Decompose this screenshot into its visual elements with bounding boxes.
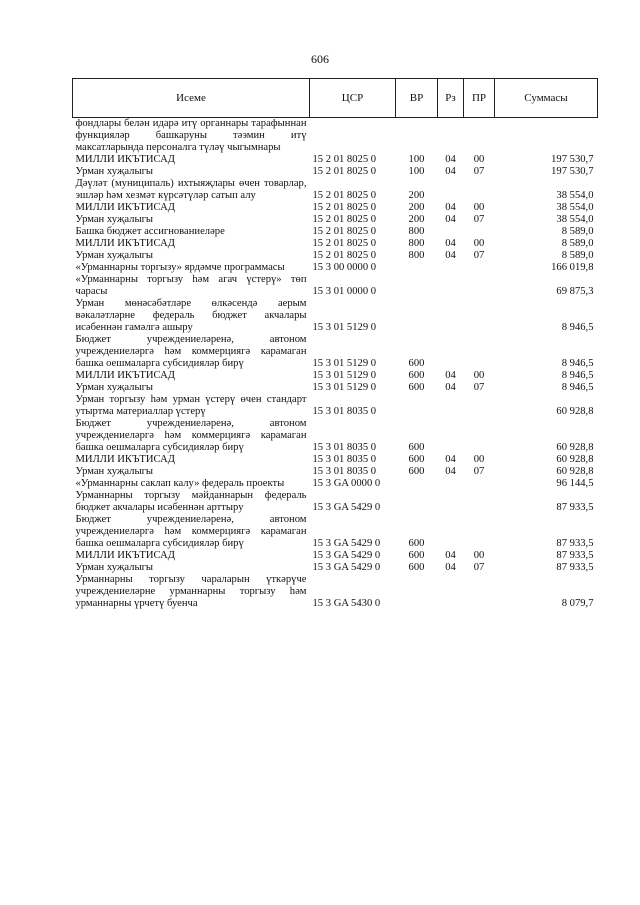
table-row bbox=[73, 382, 598, 394]
row-vr: 200 bbox=[408, 214, 425, 225]
row-rz: 04 bbox=[445, 370, 456, 381]
row-name: «Урманнарны саклап калу» федераль проекты bbox=[75, 478, 285, 489]
row-csr: 15 2 01 8025 0 bbox=[312, 202, 377, 213]
row-csr: 15 3 GA 0000 0 bbox=[312, 478, 381, 489]
row-sum: 60 928,8 bbox=[556, 442, 594, 453]
row-name: Урман хуҗалыгы bbox=[75, 250, 154, 261]
row-sum: 69 875,3 bbox=[556, 286, 594, 297]
row-rz: 04 bbox=[445, 382, 456, 393]
row-sum: 96 144,5 bbox=[556, 478, 594, 489]
row-vr: 200 bbox=[408, 202, 425, 213]
row-vr bbox=[396, 478, 438, 490]
table-row bbox=[73, 490, 598, 514]
row-sum: 8 946,5 bbox=[561, 370, 594, 381]
row-name: Урман хуҗалыгы bbox=[75, 166, 154, 177]
row-vr: 800 bbox=[408, 238, 425, 249]
row-csr: 15 2 01 8025 0 bbox=[312, 190, 377, 201]
row-name: «Урманнарны торгызу һәм агач үстерү» төп чарасы bbox=[75, 274, 307, 297]
row-vr: 200 bbox=[408, 190, 425, 201]
row-name: Бюджет учреждениеләренә, автоном учреждениеләргә һәм коммерциягә карамаган башка оешмаларга субсидияләр бирү bbox=[75, 418, 307, 453]
row-sum: 8 946,5 bbox=[561, 358, 594, 369]
row-sum: 38 554,0 bbox=[556, 214, 594, 225]
row-csr: 15 2 01 8025 0 bbox=[312, 238, 377, 249]
row-vr bbox=[396, 490, 438, 514]
table-row bbox=[73, 202, 598, 214]
table-header bbox=[73, 79, 598, 118]
table-row bbox=[73, 574, 598, 610]
row-sum: 87 933,5 bbox=[556, 562, 594, 573]
row-name: МИЛЛИ ИКЪТИСАД bbox=[75, 202, 175, 213]
row-sum: 60 928,8 bbox=[556, 466, 594, 477]
row-name: фондлары белән идарә итү органнары тарафыннан функцияләр башкаруны тәэмин итү максатларында персоналга түләү чыгымнары bbox=[75, 118, 307, 153]
table-row bbox=[73, 394, 598, 418]
row-sum: 8 589,0 bbox=[561, 226, 594, 237]
row-sum: 8 589,0 bbox=[561, 250, 594, 261]
row-pr: 00 bbox=[473, 202, 485, 213]
row-sum: 197 530,7 bbox=[551, 154, 594, 165]
row-pr bbox=[464, 334, 495, 370]
row-vr: 100 bbox=[408, 154, 425, 165]
row-rz bbox=[438, 574, 464, 610]
row-csr: 15 2 01 8025 0 bbox=[312, 250, 377, 261]
row-name: Урман мөнәсәбәтләре өлкәсендә аерым вәкаләтләрне федераль бюджет акчалары исәбеннән гамәлгә ашыру bbox=[75, 298, 307, 333]
row-csr: 15 2 01 8025 0 bbox=[312, 226, 377, 237]
row-rz: 04 bbox=[445, 466, 456, 477]
row-csr bbox=[310, 118, 396, 155]
table-row bbox=[73, 454, 598, 466]
row-pr bbox=[464, 394, 495, 418]
row-name: Урман хуҗалыгы bbox=[75, 382, 154, 393]
table-row bbox=[73, 214, 598, 226]
row-vr: 600 bbox=[408, 562, 425, 573]
row-csr: 15 3 01 5129 0 bbox=[312, 370, 377, 381]
row-pr bbox=[464, 574, 495, 610]
row-rz bbox=[438, 478, 464, 490]
row-rz bbox=[438, 418, 464, 454]
row-name: Урман хуҗалыгы bbox=[75, 562, 154, 573]
table-row bbox=[73, 562, 598, 574]
row-name: Башка бюджет ассигнованиеләре bbox=[75, 226, 225, 237]
row-name: Бюджет учреждениеләренә, автоном учреждениеләргә һәм коммерциягә карамаган башка оешмаларга субсидияләр бирү bbox=[75, 514, 307, 549]
row-csr: 15 3 GA 5429 0 bbox=[312, 502, 381, 513]
row-sum bbox=[495, 118, 598, 155]
row-name: Урман хуҗалыгы bbox=[75, 214, 154, 225]
row-name: Урманнарны торгызу чараларын үткәрүче учреждениеләрне урманнарны торгызу һәм урманнарны үрчетү буенча bbox=[75, 574, 307, 609]
row-rz: 04 bbox=[445, 166, 456, 177]
row-pr bbox=[464, 490, 495, 514]
row-vr: 600 bbox=[408, 382, 425, 393]
table-row bbox=[73, 226, 598, 238]
row-rz bbox=[438, 262, 464, 274]
row-sum: 87 933,5 bbox=[556, 538, 594, 549]
row-vr bbox=[396, 574, 438, 610]
row-rz: 04 bbox=[445, 550, 456, 561]
row-pr: 07 bbox=[473, 250, 485, 261]
row-name: Дәүләт (муниципаль) ихтыяҗлары өчен товарлар, эшләр һәм хезмәт күрсәтүләр сатып алу bbox=[75, 178, 307, 201]
row-csr: 15 3 01 0000 0 bbox=[312, 286, 377, 297]
table-row bbox=[73, 250, 598, 262]
header-sum: Суммасы bbox=[495, 79, 598, 118]
row-pr: 00 bbox=[473, 454, 485, 465]
row-pr bbox=[464, 514, 495, 550]
row-rz: 04 bbox=[445, 214, 456, 225]
row-sum: 87 933,5 bbox=[556, 550, 594, 561]
row-pr: 00 bbox=[473, 370, 485, 381]
row-csr: 15 3 GA 5429 0 bbox=[312, 538, 381, 549]
row-name: МИЛЛИ ИКЪТИСАД bbox=[75, 550, 175, 561]
row-csr: 15 3 01 8035 0 bbox=[312, 466, 377, 477]
table-row bbox=[73, 166, 598, 178]
row-pr: 07 bbox=[473, 466, 485, 477]
row-vr: 800 bbox=[408, 226, 425, 237]
row-name: Урман торгызу һәм урман үстерү өчен стандарт утыртма материаллар үстерү bbox=[75, 394, 307, 417]
row-pr bbox=[464, 226, 495, 238]
row-sum: 60 928,8 bbox=[556, 454, 594, 465]
row-vr: 600 bbox=[408, 370, 425, 381]
row-name: Урман хуҗалыгы bbox=[75, 466, 154, 477]
row-rz bbox=[438, 490, 464, 514]
budget-table bbox=[72, 78, 598, 610]
row-vr: 600 bbox=[408, 358, 425, 369]
row-vr bbox=[396, 298, 438, 334]
table-row bbox=[73, 178, 598, 202]
table-row bbox=[73, 154, 598, 166]
table-body bbox=[73, 118, 598, 611]
row-pr: 00 bbox=[473, 154, 485, 165]
row-sum: 166 019,8 bbox=[551, 262, 594, 273]
row-pr bbox=[464, 262, 495, 274]
row-vr: 600 bbox=[408, 538, 425, 549]
row-csr: 15 3 01 8035 0 bbox=[312, 454, 377, 465]
row-vr: 600 bbox=[408, 454, 425, 465]
row-name: Бюджет учреждениеләренә, автоном учреждениеләргә һәм коммерциягә карамаган башка оешмаларга субсидияләр бирү bbox=[75, 334, 307, 369]
row-pr: 07 bbox=[473, 382, 485, 393]
row-sum: 8 079,7 bbox=[561, 598, 594, 609]
table-row bbox=[73, 238, 598, 250]
row-pr bbox=[464, 298, 495, 334]
table-row bbox=[73, 418, 598, 454]
table-row bbox=[73, 514, 598, 550]
row-vr: 600 bbox=[408, 550, 425, 561]
header-rz: Рз bbox=[438, 79, 464, 118]
row-pr bbox=[464, 178, 495, 202]
row-rz bbox=[438, 274, 464, 298]
row-vr bbox=[396, 394, 438, 418]
table-row bbox=[73, 370, 598, 382]
row-vr bbox=[396, 274, 438, 298]
row-rz: 04 bbox=[445, 562, 456, 573]
row-pr bbox=[464, 478, 495, 490]
row-csr: 15 3 01 8035 0 bbox=[312, 442, 377, 453]
row-rz bbox=[438, 118, 464, 155]
row-name: МИЛЛИ ИКЪТИСАД bbox=[75, 238, 175, 249]
table-row bbox=[73, 466, 598, 478]
row-sum: 8 946,5 bbox=[561, 382, 594, 393]
table-row bbox=[73, 274, 598, 298]
row-sum: 60 928,8 bbox=[556, 406, 594, 417]
row-pr: 00 bbox=[473, 550, 485, 561]
row-csr: 15 3 GA 5429 0 bbox=[312, 562, 381, 573]
table-row bbox=[73, 478, 598, 490]
row-vr: 800 bbox=[408, 250, 425, 261]
row-csr: 15 3 01 5129 0 bbox=[312, 358, 377, 369]
table-row bbox=[73, 298, 598, 334]
row-csr: 15 3 GA 5429 0 bbox=[312, 550, 381, 561]
row-csr: 15 2 01 8025 0 bbox=[312, 154, 377, 165]
row-rz: 04 bbox=[445, 202, 456, 213]
row-vr: 600 bbox=[408, 466, 425, 477]
header-csr: ЦСР bbox=[310, 79, 396, 118]
header-vr: ВР bbox=[396, 79, 438, 118]
row-sum: 197 530,7 bbox=[551, 166, 594, 177]
row-csr: 15 2 01 8025 0 bbox=[312, 214, 377, 225]
row-pr: 00 bbox=[473, 238, 485, 249]
row-name: Урманнарны торгызу мәйданнарын федераль бюджет акчалары исәбеннән арттыру bbox=[75, 490, 307, 513]
row-csr: 15 2 01 8025 0 bbox=[312, 166, 377, 177]
row-vr: 600 bbox=[408, 442, 425, 453]
row-rz bbox=[438, 394, 464, 418]
row-vr: 100 bbox=[408, 166, 425, 177]
row-pr: 07 bbox=[473, 166, 485, 177]
row-pr bbox=[464, 418, 495, 454]
row-name: МИЛЛИ ИКЪТИСАД bbox=[75, 454, 175, 465]
row-rz: 04 bbox=[445, 238, 456, 249]
row-csr: 15 3 01 5129 0 bbox=[312, 322, 377, 333]
row-sum: 38 554,0 bbox=[556, 202, 594, 213]
row-name: МИЛЛИ ИКЪТИСАД bbox=[75, 154, 175, 165]
row-csr: 15 3 00 0000 0 bbox=[312, 262, 377, 273]
row-rz bbox=[438, 514, 464, 550]
row-vr bbox=[396, 118, 438, 155]
header-pr: ПР bbox=[464, 79, 495, 118]
table-row bbox=[73, 262, 598, 274]
row-sum: 8 589,0 bbox=[561, 238, 594, 249]
row-pr: 07 bbox=[473, 562, 485, 573]
row-vr bbox=[396, 262, 438, 274]
table-row bbox=[73, 118, 598, 155]
row-pr bbox=[464, 274, 495, 298]
table-row bbox=[73, 334, 598, 370]
row-rz bbox=[438, 226, 464, 238]
table-row bbox=[73, 550, 598, 562]
row-pr bbox=[464, 118, 495, 155]
row-csr: 15 3 01 8035 0 bbox=[312, 406, 377, 417]
row-sum: 8 946,5 bbox=[561, 322, 594, 333]
header-name: Исеме bbox=[73, 79, 310, 118]
row-rz: 04 bbox=[445, 154, 456, 165]
row-pr: 07 bbox=[473, 214, 485, 225]
row-sum: 38 554,0 bbox=[556, 190, 594, 201]
row-rz: 04 bbox=[445, 454, 456, 465]
row-rz bbox=[438, 178, 464, 202]
row-rz: 04 bbox=[445, 250, 456, 261]
row-rz bbox=[438, 334, 464, 370]
row-name: МИЛЛИ ИКЪТИСАД bbox=[75, 370, 175, 381]
row-sum: 87 933,5 bbox=[556, 502, 594, 513]
row-rz bbox=[438, 298, 464, 334]
row-name: «Урманнарны торгызу» ярдәмче программасы bbox=[75, 262, 285, 273]
page-number: 606 bbox=[311, 52, 329, 66]
row-csr: 15 3 01 5129 0 bbox=[312, 382, 377, 393]
row-csr: 15 3 GA 5430 0 bbox=[312, 598, 381, 609]
